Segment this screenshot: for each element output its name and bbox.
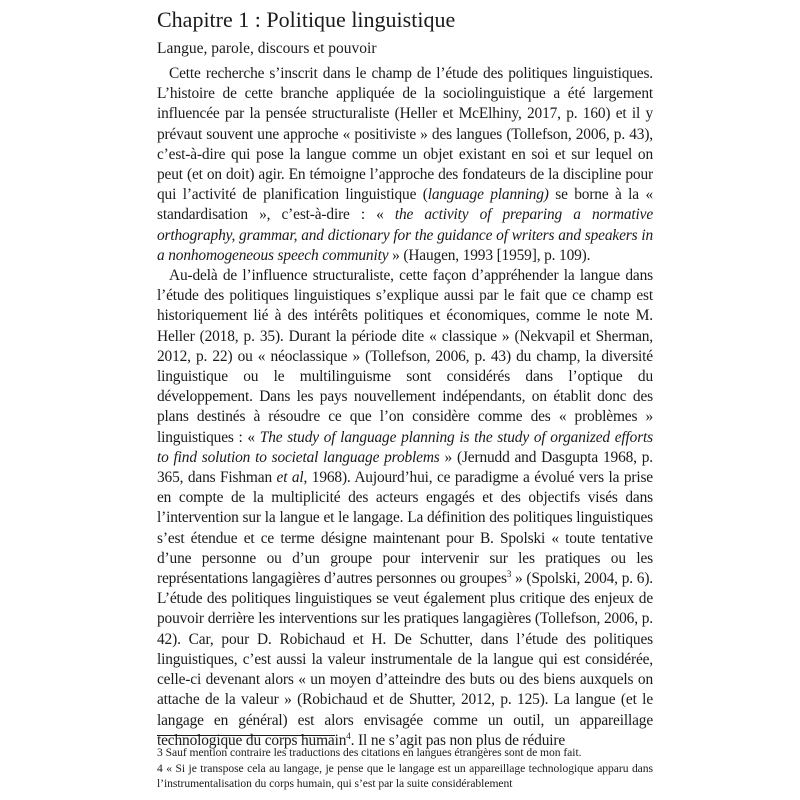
paragraph-2-text-3: , 1968). Aujourd’hui, ce paradigme a évolué vers la prise en compte de la multiplicité des acteurs engagés et des objectifs visés dans l’intervention sur la langue et le langage. La définition des politiques linguistiques s’est étendue et ce terme désigne maintenant pour B. Spolski « toute tentative d’une personne ou d’un groupe pour intervenir sur les pratiques ou les représentations langagières d’autres personnes ou groupes bbox=[157, 469, 653, 588]
paragraph-2-text-4: » (Spolski, 2004, p. 6). L’étude des politiques linguistiques se veut également plus critique des enjeux de pouvoir derrière les interventions sur les pratiques langagières (Tollefson, 2006, p. 42). Car, pour D. Robichaud et H. De Schutter, dans l’étude des politiques linguistiques, c’est aussi la valeur instrumentale de la langue qui est considérée, celle-ci devenant alors « un moyen d’atteindre des buts ou des biens auxquels on attache de la valeur » (Robichaud et de Shutter, 2012, p. 125). La langue (et le langage en général) est alors envisagée comme un outil, un appareillage technologique du corps humain bbox=[157, 570, 653, 749]
footnote-3: 3 Sauf mention contraire les traductions des citations en langues étrangères sont de mon fait. bbox=[157, 746, 582, 759]
footnote-ref-3[interactable]: 3 bbox=[506, 568, 512, 579]
paragraph-1-italic-1: language planning) bbox=[427, 186, 549, 204]
paragraph-2-text-1: Au-delà de l’influence structuraliste, cette façon d’appréhender la langue dans l’étude des politiques linguistiques s’explique aussi par le fait que ce champ est historiquement lié à des intérêts politiques et économiques, comme le note M. Heller (2018, p. 35). Durant la période dite « classique » (Nekvapil et Sherman, 2012, p. 22) ou « néoclassique » (Tollefson, 2006, p. 43) du champ, la diversité linguistique ou le multilinguisme sont considérés dans l’optique du développement. Dans les pays nouvellement indépendants, on établit donc des plans destinés à résoudre ce que l’on considère comme des « problèmes » linguistiques : « bbox=[157, 267, 653, 446]
paragraph-2 bbox=[157, 266, 653, 751]
paragraph-2-text-2: » (Jernudd and Dasgupta 1968, p. 365, dans Fishman bbox=[157, 448, 653, 487]
paragraph-2-text-5: . Il ne s’agit pas non plus de réduire bbox=[350, 731, 566, 749]
paragraph-1-text-1: Cette recherche s’inscrit dans le champ de l’étude des politiques linguistiques. L’histoire de cette branche appliquée de la sociolinguistique a été largement influencée par la pensée structuraliste (Heller et McElhiny, 2017, p. 160) et il y prévaut souvent une approche « positiviste » des langues (Tollefson, 2006, p. 43), c’est-à-dire qui pose la langue comme un objet existant en soi et sur lequel on peut (et on doit) agir. En témoigne l’approche des fondateurs de la discipline pour qui l’activité de planification linguistique ( bbox=[157, 65, 653, 204]
paragraph-1-text-2: se borne à la « standardisation », c’est-à-dire : « bbox=[157, 186, 653, 224]
footnote-ref-4[interactable]: 4 bbox=[346, 730, 351, 741]
paragraph-1 bbox=[157, 64, 653, 266]
paragraph-1-text-3: » (Haugen, 1993 [1959], p. 109). bbox=[388, 246, 591, 264]
paragraph-1-italic-2: the activity of preparing a normative orthography, grammar, and dictionary for the guidance of writers and speakers in a nonhomogeneous speech community bbox=[157, 206, 653, 264]
footnotes bbox=[157, 745, 653, 792]
footnote-4: 4 « Si je transpose cela au langage, je pense que le langage est un appareillage technologique apparu dans l’instrumentalisation du corps humain, qui s’est par la suite considérablement bbox=[157, 761, 653, 790]
paragraph-2-italic-1: The study of language planning is the study of organized efforts to find solution to societal language problems bbox=[157, 428, 654, 466]
footnote-divider bbox=[157, 735, 335, 736]
paragraph-2-italic-2: et al bbox=[276, 469, 304, 487]
section-title: Langue, parole, discours et pouvoir bbox=[157, 40, 377, 57]
chapter-title: Chapitre 1 : Politique linguistique bbox=[157, 7, 456, 32]
body-text bbox=[157, 64, 653, 751]
